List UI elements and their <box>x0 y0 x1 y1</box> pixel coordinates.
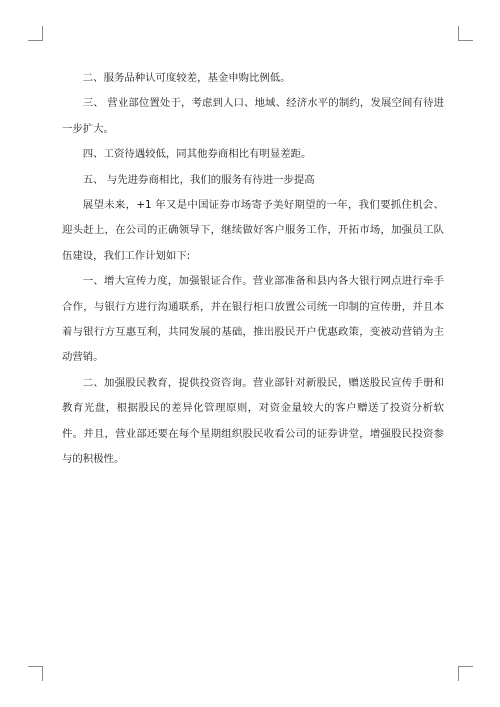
paragraph-plan-education: 二、加强股民教育，提供投资咨询。营业部针对新股民，赠送股民宣传手册和教育光盘，根据股民的差异化管理原则，对资金量较大的客户赠送了投资分析软件。并且，营业部还要在每个星期组织股民收看公司的证券讲堂，增强股民投资参与的积极性。 <box>62 376 444 466</box>
crop-mark-top-right <box>458 26 473 41</box>
crop-mark-bottom-right <box>458 666 473 681</box>
paragraph-service-gap: 五、 与先进券商相比，我们的服务有待进一步提高 <box>82 173 315 186</box>
crop-mark-top-left <box>28 26 43 41</box>
paragraph-plan-publicity: 一、增大宣传力度，加强银证合作。营业部准备和县内各大银行网点进行牵手合作，与银行方进行沟通联系，并在银行柜口放置公司统一印制的宣传册，并且本着与银行方互惠互利，共同发展的基础，推出股民开户优惠政策，变被动营销为主动营销。 <box>62 275 444 364</box>
paragraph-salary: 四、工资待遇较低，同其他券商相比有明显差距。 <box>82 148 312 161</box>
paragraph-outlook: 展望未来，+1 年又是中国证券市场寄予美好期望的一年，我们要抓住机会、迎头赶上，在公司的正确领导下，继续做好客户服务工作，开拓市场，加强员工队伍建设，我们工作计划如下: <box>62 199 444 262</box>
document-body <box>62 66 444 473</box>
paragraph-office-location: 三、 营业部位置处于，考虑到人口、地域、经济水平的制约，发展空间有待进一步扩大。 <box>62 97 444 135</box>
paragraph-service-recognition: 二、服务品种认可度较差，基金申购比例低。 <box>82 72 291 84</box>
crop-mark-bottom-left <box>28 666 43 681</box>
